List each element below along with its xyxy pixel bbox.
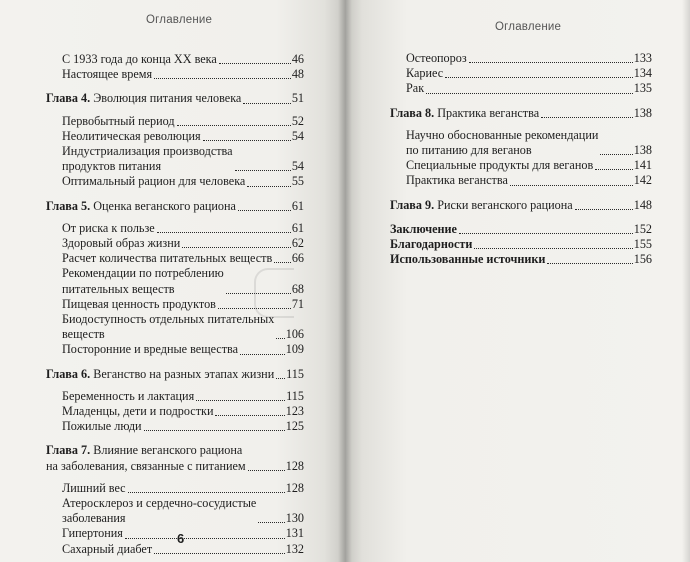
toc-entry-title: Гипертония xyxy=(62,526,123,541)
toc-entry xyxy=(46,389,304,404)
toc-entry-page: 106 xyxy=(285,327,304,342)
toc-entry xyxy=(46,419,304,434)
toc-entry xyxy=(46,342,304,357)
toc-entry-title: Младенцы, дети и подростки xyxy=(62,404,214,419)
toc-entry-title: Кариес xyxy=(406,66,444,81)
dot-leader xyxy=(154,542,285,554)
toc-entry-page: 131 xyxy=(285,526,304,541)
dot-leader xyxy=(215,404,284,416)
toc-entry xyxy=(390,81,652,96)
running-header: Оглавление xyxy=(495,21,562,33)
dot-leader xyxy=(144,419,285,431)
toc-entry-page: 128 xyxy=(285,458,304,473)
toc-entry xyxy=(390,158,652,173)
toc-entry-page: 109 xyxy=(285,342,304,357)
toc-entry xyxy=(46,67,304,82)
section-gap xyxy=(46,434,304,443)
toc-entry-page: 61 xyxy=(291,220,304,235)
page-edge-shadow xyxy=(682,0,690,562)
right-page xyxy=(345,0,690,562)
toc-entry-page: 51 xyxy=(291,91,304,106)
toc-entry-page: 46 xyxy=(291,52,304,66)
toc-entry-title: Пожилые люди xyxy=(62,419,142,434)
toc-entry xyxy=(46,367,304,382)
chapter-title: Оценка веганского рациона xyxy=(93,198,236,213)
dot-leader xyxy=(595,158,633,170)
chapter-title: Риски веганского рациона xyxy=(437,197,573,212)
toc-entry xyxy=(46,91,304,106)
dot-leader xyxy=(238,199,291,211)
toc-entry-page: 123 xyxy=(285,404,304,419)
toc-entry xyxy=(390,222,652,237)
toc-entry-page: 134 xyxy=(633,66,652,81)
toc-list xyxy=(390,51,652,267)
toc-entry-page: 155 xyxy=(633,237,652,252)
toc-entry-title: Неолитическая революция xyxy=(62,128,201,143)
toc-entry-title: Рак xyxy=(406,81,425,96)
toc-entry-page: 115 xyxy=(286,388,304,403)
dot-leader xyxy=(445,66,633,78)
dot-leader xyxy=(276,367,285,379)
dot-leader xyxy=(469,51,633,63)
toc-entry-page: 115 xyxy=(286,366,304,381)
toc-entry-page: 52 xyxy=(291,113,304,128)
running-header: Оглавление xyxy=(146,14,213,26)
toc-entry xyxy=(46,114,304,129)
toc-entry-page: 54 xyxy=(291,159,304,174)
toc-entry-title: Научно обоснованные рекомендации по питанию для веганов xyxy=(406,127,599,158)
toc-entry xyxy=(390,51,652,66)
toc-entry xyxy=(390,106,652,121)
chapter-number: Глава 6. xyxy=(46,366,91,381)
section-gap xyxy=(390,213,652,222)
toc-entry-page: 62 xyxy=(291,236,304,251)
toc-entry-title: Практика веганства xyxy=(406,173,508,188)
chapter-number: Глава 8. xyxy=(390,105,435,120)
chapter-number: Глава 4. xyxy=(46,91,91,106)
chapter-title: Практика веганства xyxy=(437,105,540,120)
toc-entry-title: Расчет количества питательных веществ xyxy=(62,251,273,266)
dot-leader xyxy=(248,459,285,471)
dot-leader xyxy=(474,237,632,249)
toc-entry-page: 128 xyxy=(285,480,304,495)
dot-leader xyxy=(243,92,290,104)
toc-entry xyxy=(46,443,304,473)
toc-entry xyxy=(390,173,652,188)
toc-entry-title: Индустриализация производства продуктов питания xyxy=(62,144,233,174)
toc-entry-title: Благодарности xyxy=(390,237,473,252)
dot-leader xyxy=(541,106,633,118)
toc-entry xyxy=(390,252,652,267)
toc-entry-title xyxy=(46,367,274,382)
dot-leader xyxy=(459,222,633,234)
page-number: 6 xyxy=(177,531,185,546)
dot-leader xyxy=(547,252,632,264)
toc-entry-page: 138 xyxy=(633,105,652,120)
toc-entry-page: 142 xyxy=(633,173,652,188)
toc-entry-title: Специальные продукты для веганов xyxy=(406,158,594,173)
toc-entry-title: Посторонние и вредные вещества xyxy=(62,342,239,357)
chapter-number: Глава 5. xyxy=(46,198,91,213)
toc-entry-page: 141 xyxy=(633,158,652,173)
toc-entry-page: 133 xyxy=(633,51,652,65)
section-gap xyxy=(46,82,304,91)
toc-entry-title: Пищевая ценность продуктов xyxy=(62,296,216,311)
dot-leader xyxy=(600,143,632,155)
toc-entry xyxy=(46,404,304,419)
toc-entry-title xyxy=(390,106,539,121)
dot-leader xyxy=(247,175,290,187)
dot-leader xyxy=(219,52,291,64)
dot-leader xyxy=(157,221,291,233)
dot-leader xyxy=(177,114,291,126)
toc-entry-title: От риска к пользе xyxy=(62,220,155,235)
toc-entry-title: Заключение xyxy=(390,221,457,236)
toc-entry-page: 132 xyxy=(285,541,304,556)
toc-entry xyxy=(390,66,652,81)
toc-entry-title: Остеопороз xyxy=(406,51,467,65)
toc-entry xyxy=(46,542,304,557)
toc-entry xyxy=(390,237,652,252)
toc-entry xyxy=(46,174,304,189)
dot-leader xyxy=(182,236,291,248)
toc-entry-title xyxy=(46,91,241,106)
toc-entry-title: Использованные источники xyxy=(390,252,546,267)
section-gap xyxy=(390,121,652,128)
toc-entry-title: С 1933 года до конца XX века xyxy=(62,52,217,66)
toc-entry xyxy=(46,52,304,67)
dot-leader xyxy=(235,159,291,171)
toc-entry-title xyxy=(390,198,573,213)
toc-entry-page: 148 xyxy=(633,197,652,212)
section-gap xyxy=(46,214,304,221)
toc-entry-page: 152 xyxy=(633,221,652,236)
dot-leader xyxy=(276,327,284,339)
section-gap xyxy=(46,474,304,481)
section-gap xyxy=(46,382,304,389)
toc-entry-page: 138 xyxy=(633,143,652,158)
toc-entry xyxy=(46,221,304,236)
section-gap xyxy=(46,358,304,367)
toc-entry-page: 135 xyxy=(633,81,652,96)
toc-entry-page: 48 xyxy=(291,67,304,82)
toc-entry-title xyxy=(46,443,246,473)
toc-entry-page: 54 xyxy=(291,128,304,143)
toc-entry-title: Сахарный диабет xyxy=(62,541,153,556)
chapter-title: Веганство на разных этапах жизни xyxy=(93,366,275,381)
toc-entry-title: Лишний вес xyxy=(62,480,126,495)
toc-entry-title: Рекомендации по потреблению питательных веществ xyxy=(62,266,224,296)
toc-entry xyxy=(46,481,304,496)
toc-entry-title: Атеросклероз и сердечно-сосудистые заболевания xyxy=(62,496,257,526)
dot-leader xyxy=(125,527,285,539)
dot-leader xyxy=(274,251,291,263)
dot-leader xyxy=(128,481,285,493)
chapter-number: Глава 7. xyxy=(46,443,91,458)
toc-entry xyxy=(46,251,304,266)
section-gap xyxy=(46,190,304,199)
toc-entry-title: Биодоступность отдельных питательных веществ xyxy=(62,312,275,342)
toc-entry-title: Настоящее время xyxy=(62,67,153,82)
show-through-decoration xyxy=(254,268,294,318)
toc-entry-page: 156 xyxy=(633,252,652,267)
toc-entry xyxy=(46,129,304,144)
toc-entry-page: 66 xyxy=(291,251,304,266)
dot-leader xyxy=(426,82,633,94)
toc-entry xyxy=(46,199,304,214)
toc-entry-page: 125 xyxy=(285,419,304,434)
chapter-number: Глава 9. xyxy=(390,197,435,212)
chapter-title: Эволюция питания человека xyxy=(93,91,242,106)
toc-entry-title xyxy=(46,199,236,214)
dot-leader xyxy=(203,129,291,141)
dot-leader xyxy=(258,511,284,523)
toc-entry-title: Первобытный период xyxy=(62,113,175,128)
toc-entry xyxy=(46,144,304,174)
gutter-shadow xyxy=(338,0,352,562)
dot-leader xyxy=(196,389,285,401)
toc-entry xyxy=(390,128,652,158)
section-gap xyxy=(390,97,652,106)
toc-entry xyxy=(390,198,652,213)
section-gap xyxy=(390,189,652,198)
chapter-title: Влияние веганского рациона на заболевания, связанные с питанием xyxy=(46,443,246,473)
toc-entry-title: Оптимальный рацион для человека xyxy=(62,174,246,189)
dot-leader xyxy=(575,198,633,210)
toc-entry-title: Здоровый образ жизни xyxy=(62,236,181,251)
toc-entry xyxy=(46,496,304,526)
toc-entry-page: 61 xyxy=(291,198,304,213)
dot-leader xyxy=(240,343,285,355)
toc-entry xyxy=(46,526,304,541)
dot-leader xyxy=(154,67,291,79)
toc-entry-page: 55 xyxy=(291,174,304,189)
toc-entry-page: 130 xyxy=(285,511,304,526)
dot-leader xyxy=(510,174,633,186)
toc-entry xyxy=(46,236,304,251)
toc-entry-page: 68 xyxy=(291,281,304,296)
section-gap xyxy=(46,107,304,114)
toc-entry-page: 71 xyxy=(291,296,304,311)
toc-entry-title: Беременность и лактация xyxy=(62,388,195,403)
